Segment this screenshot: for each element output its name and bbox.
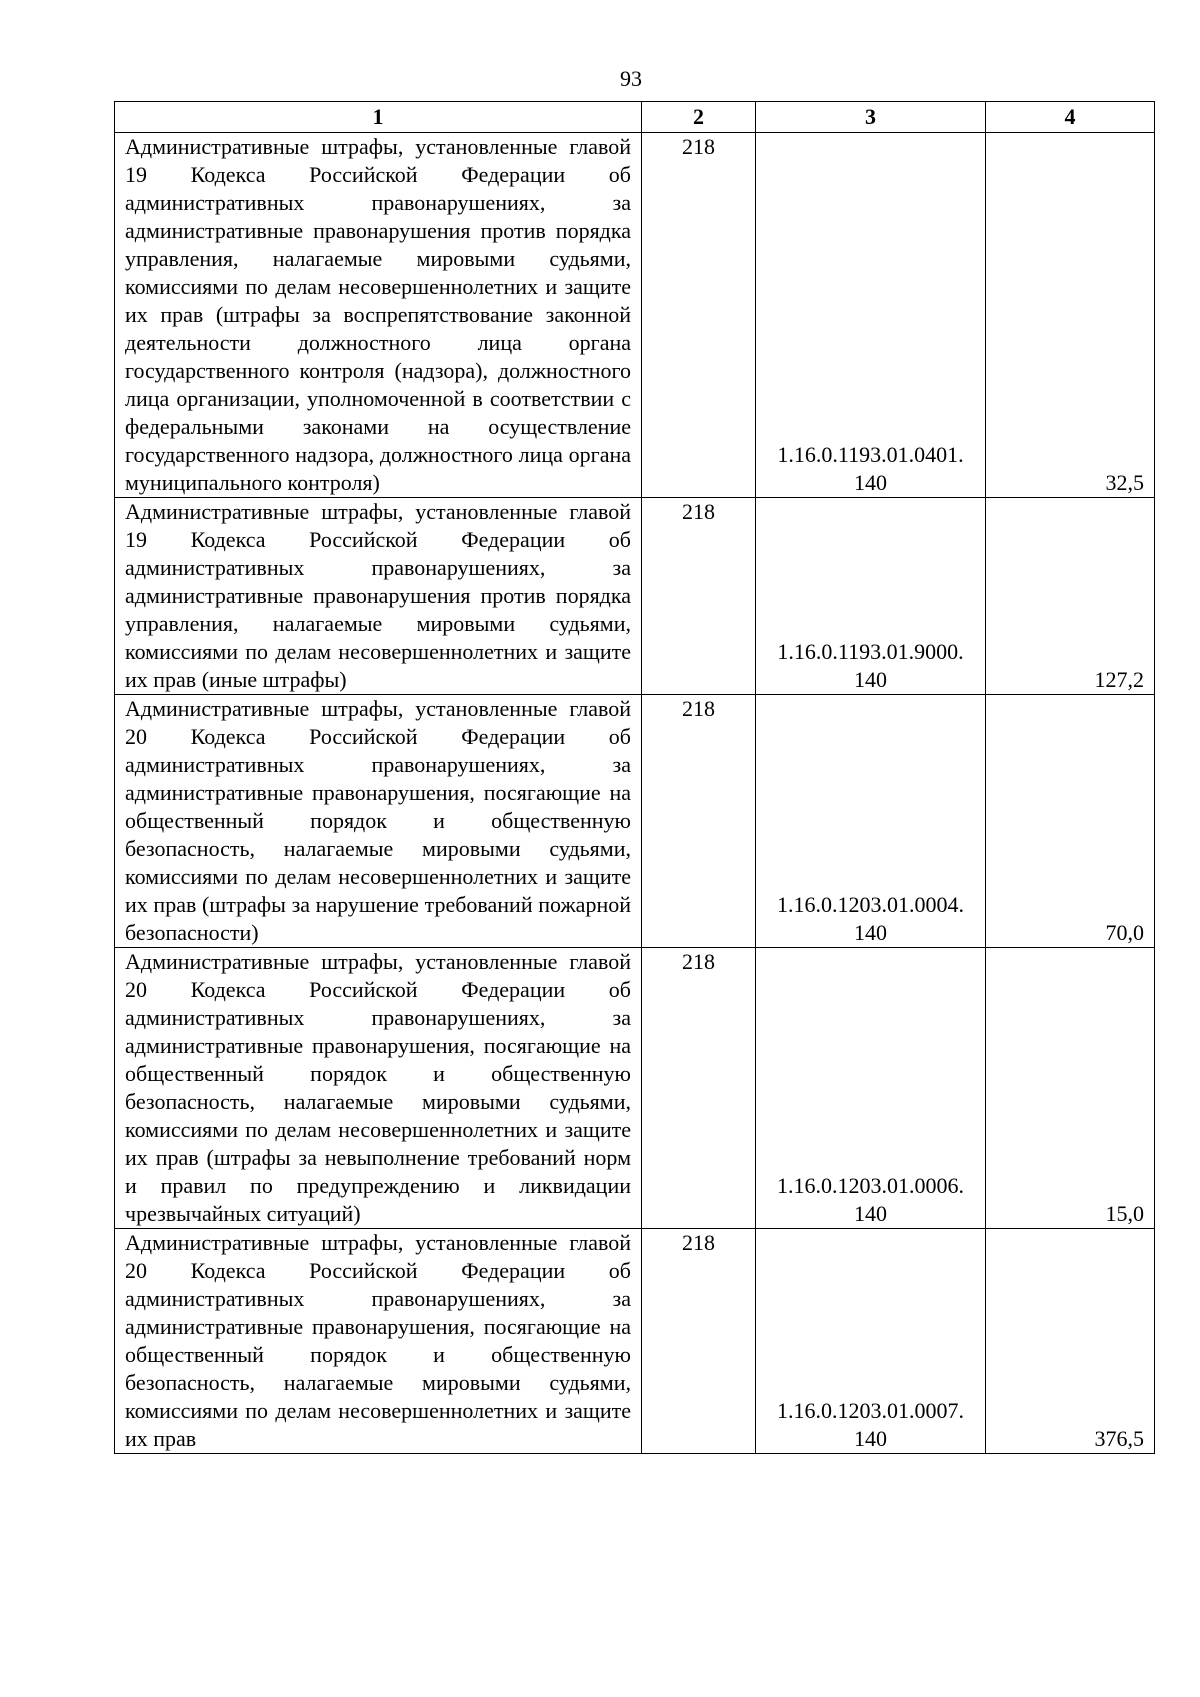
table-row [115, 695, 1155, 948]
budget-code-line-1: 1.16.0.1203.01.0006. [777, 1173, 964, 1198]
budget-code-line-1: 1.16.0.1203.01.0004. [777, 892, 964, 917]
column-header-3: 3 [756, 102, 986, 133]
row-description: Административные штрафы, установленные главой 19 Кодекса Российской Федерации об административных правонарушениях, за административные правонарушения против порядка управления, налагаемые мировыми судьями, комиссиями по делам несовершеннолетних и защите их прав (иные штрафы) [115, 498, 642, 695]
row-description: Административные штрафы, установленные главой 20 Кодекса Российской Федерации об административных правонарушениях, за административные правонарушения, посягающие на общественный порядок и общественную безопасность, налагаемые мировыми судьями, комиссиями по делам несовершеннолетних и защите их прав [115, 1229, 642, 1454]
row-description: Административные штрафы, установленные главой 20 Кодекса Российской Федерации об административных правонарушениях, за административные правонарушения, посягающие на общественный порядок и общественную безопасность, налагаемые мировыми судьями, комиссиями по делам несовершеннолетних и защите их прав (штрафы за невыполнение требований норм и правил по предупреждению и ликвидации чрезвычайных ситуаций) [115, 948, 642, 1229]
budget-code-line-1: 1.16.0.1203.01.0007. [777, 1398, 964, 1423]
table-row [115, 133, 1155, 498]
budget-code-line-1: 1.16.0.1193.01.0401. [777, 442, 964, 467]
budget-code-line-2: 140 [854, 667, 887, 692]
row-amount: 32,5 [986, 133, 1155, 498]
row-admin-code: 218 [642, 133, 756, 498]
header-row [115, 102, 1155, 133]
column-header-4: 4 [986, 102, 1155, 133]
row-admin-code: 218 [642, 1229, 756, 1454]
row-admin-code: 218 [642, 948, 756, 1229]
budget-table [114, 101, 1155, 1454]
row-admin-code: 218 [642, 498, 756, 695]
row-admin-code: 218 [642, 695, 756, 948]
row-description: Административные штрафы, установленные главой 20 Кодекса Российской Федерации об административных правонарушениях, за административные правонарушения, посягающие на общественный порядок и общественную безопасность, налагаемые мировыми судьями, комиссиями по делам несовершеннолетних и защите их прав (штрафы за нарушение требований пожарной безопасности) [115, 695, 642, 948]
budget-code-line-1: 1.16.0.1193.01.9000. [777, 639, 964, 664]
column-header-2: 2 [642, 102, 756, 133]
row-amount: 70,0 [986, 695, 1155, 948]
row-budget-code [756, 498, 986, 695]
page-number: 93 [620, 66, 642, 91]
table-row [115, 1229, 1155, 1454]
column-header-1: 1 [115, 102, 642, 133]
table-row [115, 948, 1155, 1229]
budget-code-line-2: 140 [854, 470, 887, 495]
row-description: Административные штрафы, установленные главой 19 Кодекса Российской Федерации об административных правонарушениях, за административные правонарушения против порядка управления, налагаемые мировыми судьями, комиссиями по делам несовершеннолетних и защите их прав (штрафы за воспрепятствование законной деятельности должностного лица органа государственного контроля (надзора), должностного лица организации, уполномоченной в соответствии с федеральными законами на осуществление государственного надзора, должностного лица органа муниципального контроля) [115, 133, 642, 498]
row-budget-code [756, 948, 986, 1229]
row-budget-code [756, 695, 986, 948]
table-row [115, 498, 1155, 695]
budget-code-line-2: 140 [854, 1201, 887, 1226]
row-amount: 376,5 [986, 1229, 1155, 1454]
row-budget-code [756, 133, 986, 498]
row-amount: 127,2 [986, 498, 1155, 695]
row-budget-code [756, 1229, 986, 1454]
row-amount: 15,0 [986, 948, 1155, 1229]
budget-code-line-2: 140 [854, 1426, 887, 1451]
budget-code-line-2: 140 [854, 920, 887, 945]
